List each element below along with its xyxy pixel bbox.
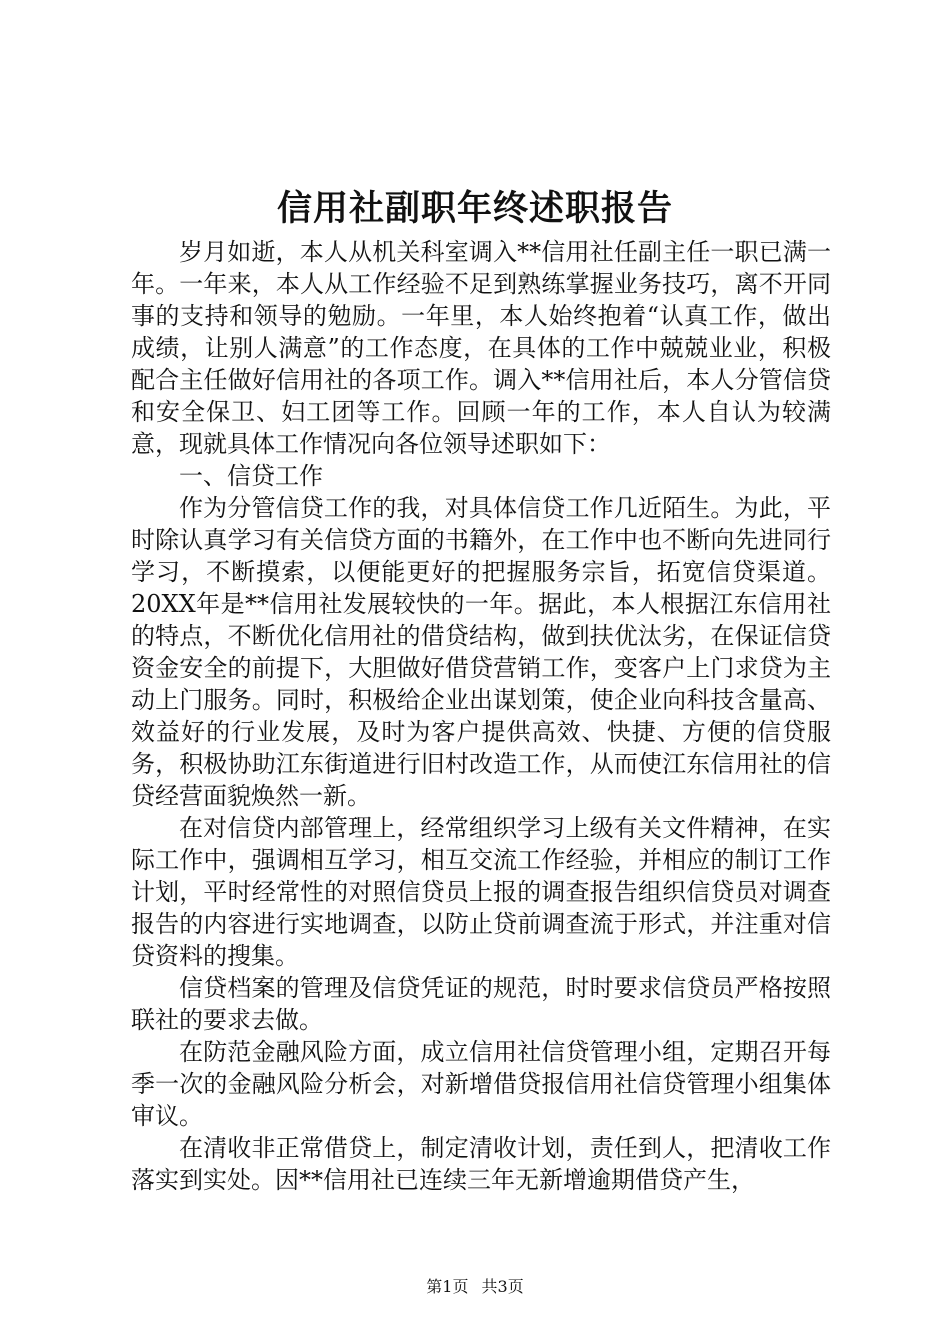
- page-total: 共3页: [481, 1277, 524, 1296]
- paragraph-internal-management: 在对信贷内部管理上，经常组织学习上级有关文件精神，在实际工作中，强调相互学习，相互交流工作经验，并相应的制订工作计划，平时经常性的对照信贷员上报的调查报告组织信贷员对调查报告的内容进行实地调查，以防止贷前调查流于形式，并注重对信贷资料的搜集。: [131, 814, 831, 970]
- paragraph-intro: 岁月如逝，本人从机关科室调入**信用社任副主任一职已满一年。一年来，本人从工作经验不足到熟练掌握业务技巧，离不开同事的支持和领导的勉励。一年里，本人始终抱着“认真工作，做出成绩，让别人满意”的工作态度，在具体的工作中兢兢业业，积极配合主任做好信用社的各项工作。调入**信用社后，本人分管信贷和安全保卫、妇工团等工作。回顾一年的工作，本人自认为较满意，现就具体工作情况向各位领导述职如下：: [131, 238, 831, 458]
- page-footer: [0, 1276, 950, 1298]
- paragraph-archive-management: 信贷档案的管理及信贷凭证的规范，时时要求信贷员严格按照联社的要求去做。: [131, 974, 831, 1034]
- document-title: 信用社副职年终述职报告: [276, 188, 673, 229]
- document-body: [131, 236, 831, 1196]
- paragraph-loan-collection: 在清收非正常借贷上，制定清收计划，责任到人，把清收工作落实到实处。因**信用社已连续三年无新增逾期借贷产生，: [131, 1134, 831, 1194]
- section-heading-credit-work: 一、信贷工作: [179, 462, 323, 490]
- paragraph-credit-work: 作为分管信贷工作的我，对具体信贷工作几近陌生。为此，平时除认真学习有关信贷方面的书籍外，在工作中也不断向先进同行学习，不断摸索，以便能更好的把握服务宗旨，拓宽信贷渠道。20XX年是**信用社发展较快的一年。据此，本人根据江东信用社的特点，不断优化信用社的借贷结构，做到扶优汰劣，在保证信贷资金安全的前提下，大胆做好借贷营销工作，变客户上门求贷为主动上门服务。同时，积极给企业出谋划策，使企业向科技含量高、效益好的行业发展，及时为客户提供高效、快捷、方便的信贷服务，积极协助江东街道进行旧村改造工作，从而使江东信用社的信贷经营面貌焕然一新。: [131, 494, 831, 810]
- page-number: 第1页: [426, 1277, 469, 1296]
- paragraph-risk-prevention: 在防范金融风险方面，成立信用社信贷管理小组，定期召开每季一次的金融风险分析会，对新增借贷报信用社信贷管理小组集体审议。: [131, 1038, 831, 1130]
